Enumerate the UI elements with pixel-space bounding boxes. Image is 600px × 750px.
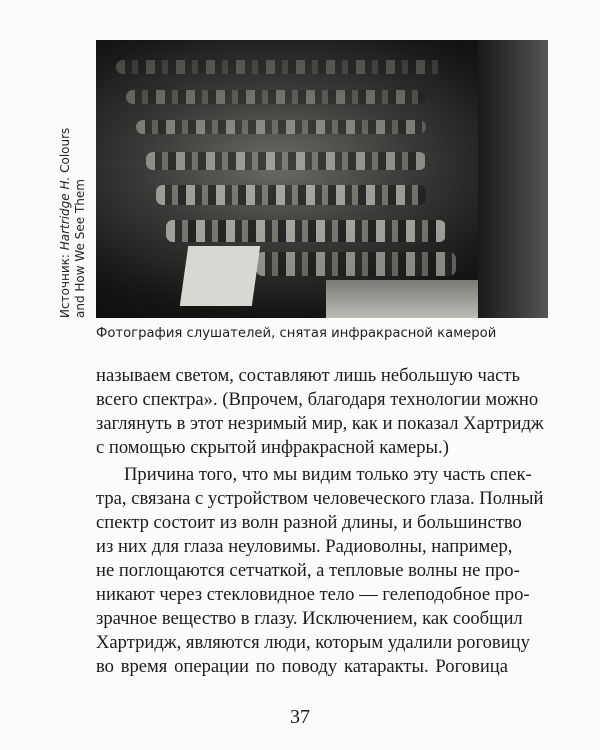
text-line: никают через стекловидное тело — гелеподобное про- (96, 584, 530, 605)
text-line: тра, связана с устройством человеческого глаза. Полный (96, 488, 544, 509)
source-title-cont: and How We See Them (73, 179, 87, 318)
text-line: называем светом, составляют лишь небольшую часть (96, 365, 520, 386)
text-line: Причина того, что мы видим только эту часть спек- (124, 464, 532, 485)
photo-box (180, 246, 260, 306)
text-line: всего спектра». (Впрочем, благодаря технологии можно (96, 389, 539, 410)
text-line: Хартридж, являются люди, которым удалили роговицу (96, 632, 530, 653)
text-line: не поглощаются сетчаткой, а тепловые волны не про- (96, 560, 520, 581)
text-line: с помощью скрытой инфракрасной камеры.) (96, 437, 449, 458)
figure-source (58, 38, 88, 318)
page-number: 37 (290, 706, 310, 728)
text-line: заглянуть в этот незримый мир, как и показал Хартридж (96, 413, 544, 434)
text-line: спектр состоит из волн разной длины, и большинство (96, 512, 522, 533)
photo-row (256, 252, 456, 276)
photo-row (116, 60, 446, 74)
source-title: Colours (58, 127, 72, 177)
figure-caption: Фотография слушателей, снятая инфракрасной камерой (96, 326, 497, 341)
audience-infrared-photo (96, 40, 548, 318)
text-line: зрачное вещество в глазу. Исключением, как сообщил (96, 608, 523, 629)
photo-row (166, 220, 446, 242)
photo-wall (478, 40, 548, 318)
photo-row (146, 152, 426, 170)
source-label: Источник: (58, 250, 72, 318)
photo-row (136, 120, 426, 134)
text-line: из них для глаза неуловимы. Радиоволны, например, (96, 536, 513, 557)
source-author: Hartridge H. (58, 176, 72, 251)
text-line: во время операции по поводу катаракты. Роговица (96, 656, 508, 677)
photo-row (156, 185, 426, 205)
photo-row (126, 90, 426, 104)
